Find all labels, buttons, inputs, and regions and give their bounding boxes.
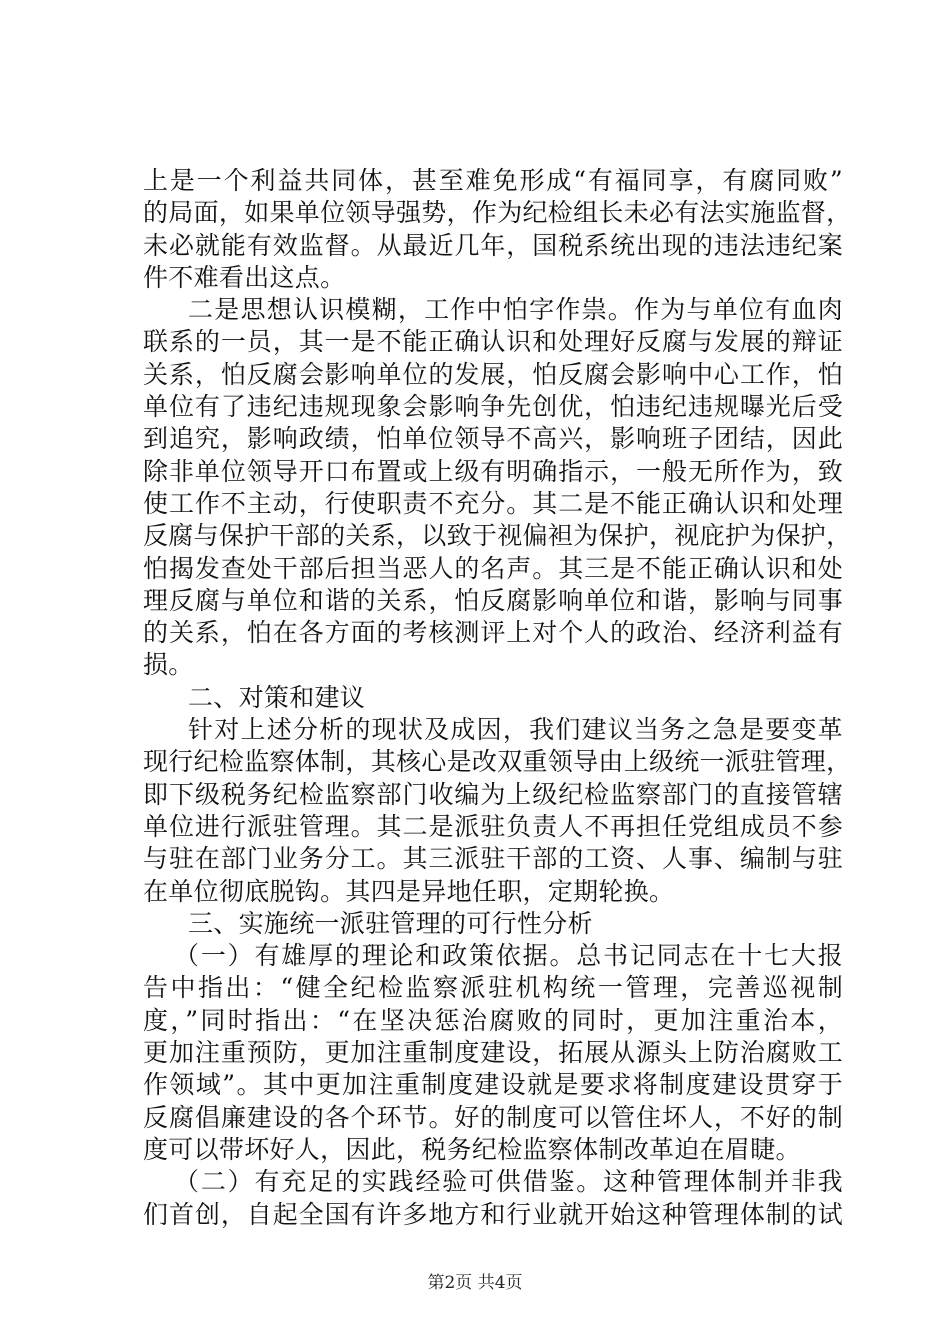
text-line: 的局面，如果单位领导强势，作为纪检组长未必有法实施监督， [143,198,852,228]
text-line: 件不难看出这点。 [143,262,346,292]
text-line: 到追究，影响政绩，怕单位领导不高兴，影响班子团结，因此 [143,424,843,454]
text-line: 反腐与保护干部的关系，以致于视偏袒为保护，视庇护为保护， [143,521,852,551]
text-line: 联系的一员，其一是不能正确认识和处理好反腐与发展的辩证 [143,327,843,357]
text-line: 怕揭发查处干部后担当恶人的名声。其三是不能正确认识和处 [143,553,843,583]
text-line: 作领域”。其中更加注重制度建设就是要求将制度建设贯穿于 [143,1070,843,1100]
text-line: 关系，怕反腐会影响单位的发展，怕反腐会影响中心工作，怕 [143,359,843,389]
section-heading: 三、实施统一派驻管理的可行性分析 [188,908,593,938]
paragraph-start-line: （二）有充足的实践经验可供借鉴。这种管理体制并非我 [174,1167,843,1197]
text-line: 即下级税务纪检监察部门收编为上级纪检监察部门的直接管辖 [143,779,843,809]
text-line: 现行纪检监察体制，其核心是改双重领导由上级统一派驻管理， [143,747,852,777]
text-line: 除非单位领导开口布置或上级有明确指示，一般无所作为，致 [143,456,843,486]
text-line: 告中指出：“健全纪检监察派驻机构统一管理，完善巡视制 [143,973,843,1003]
text-line: 度可以带坏好人，因此，税务纪检监察体制改革迫在眉睫。 [143,1134,801,1164]
section-heading: 二、对策和建议 [188,682,366,712]
text-line: 更加注重预防，更加注重制度建设，拓展从源头上防治腐败工 [143,1038,843,1068]
text-line: 度，”同时指出：“在坚决惩治腐败的同时，更加注重治本， [143,1005,843,1035]
text-line: 的关系，怕在各方面的考核测评上对个人的政治、经济利益有 [143,618,843,648]
text-line: 们首创，自起全国有许多地方和行业就开始这种管理体制的试 [143,1199,843,1229]
text-line: 单位有了违纪违规现象会影响争先创优，怕违纪违规曝光后受 [143,392,843,422]
paragraph-start-line: （一）有雄厚的理论和政策依据。总书记同志在十七大报 [174,941,843,971]
text-line: 上是一个利益共同体，甚至难免形成“有福同享，有腐同败” [143,166,843,195]
text-line: 与驻在部门业务分工。其三派驻干部的工资、人事、编制与驻 [143,844,843,874]
text-line: 使工作不主动，行使职责不充分。其二是不能正确认识和处理 [143,488,843,518]
page-number-footer: 第2页 共4页 [427,1273,523,1293]
text-line: 反腐倡廉建设的各个环节。好的制度可以管住坏人，不好的制 [143,1102,843,1132]
paragraph-start-line: 针对上述分析的现状及成因，我们建议当务之急是要变革 [188,715,843,745]
document-body [143,165,852,1231]
text-line: 在单位彻底脱钩。其四是异地任职，定期轮换。 [143,876,675,906]
paragraph-start-line: 二是思想认识模糊，工作中怕字作祟。作为与单位有血肉 [188,295,843,325]
text-line: 未必就能有效监督。从最近几年，国税系统出现的违法违纪案 [143,230,843,260]
text-line: 损。 [143,650,194,680]
text-line: 理反腐与单位和谐的关系，怕反腐影响单位和谐，影响与同事 [143,585,843,615]
text-line: 单位进行派驻管理。其二是派驻负责人不再担任党组成员不参 [143,811,843,841]
